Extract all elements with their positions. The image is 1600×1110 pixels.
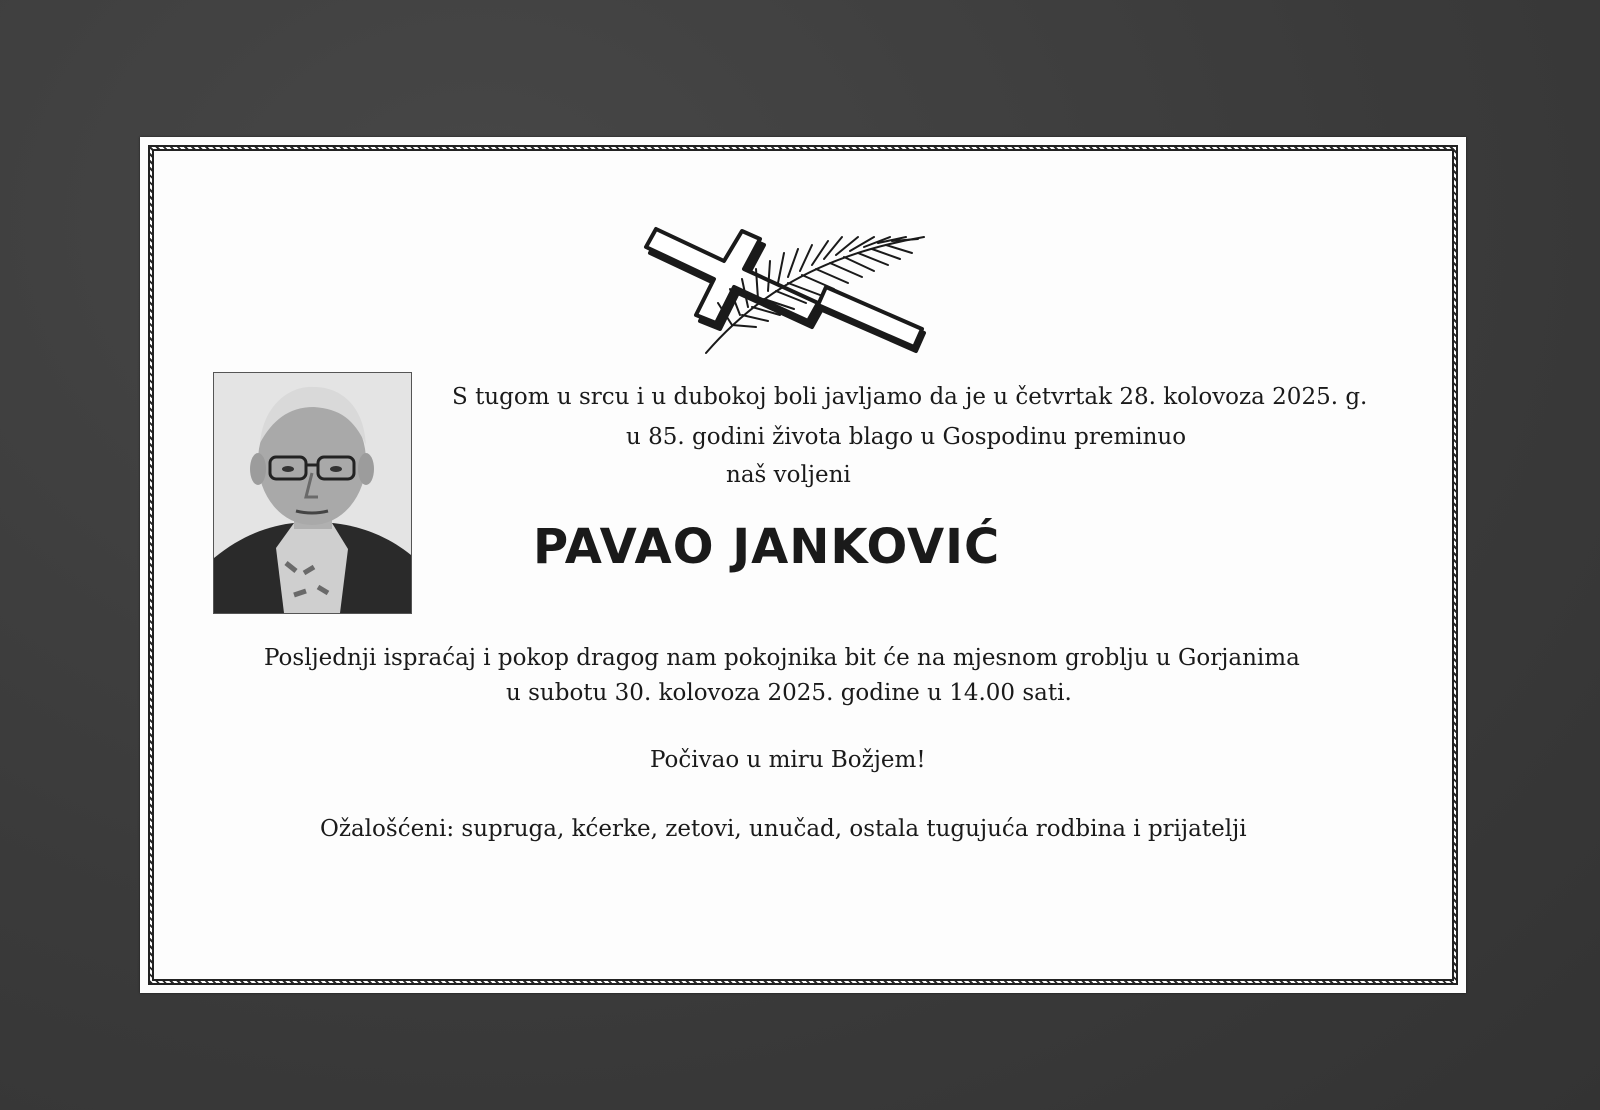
funeral-line-1: Posljednji ispraćaj i pokop dragog nam pokojnika bit će na mjesnom groblju u Gorjanima	[264, 645, 1300, 671]
mourners-line: Ožalošćeni: supruga, kćerke, zetovi, unučad, ostala tugujuća rodbina i prijatelji	[320, 816, 1247, 842]
funeral-line-2: u subotu 30. kolovoza 2025. godine u 14.00 sati.	[506, 680, 1072, 706]
intro-line-3: naš voljeni	[726, 462, 851, 488]
cross-with-palm-branch-icon	[636, 217, 936, 357]
deceased-name: PAVAO JANKOVIĆ	[533, 519, 1001, 575]
obituary-card	[140, 137, 1466, 993]
intro-line-1: S tugom u srcu i u dubokoj boli javljamo da je u četvrtak 28. kolovoza 2025. g.	[452, 384, 1368, 410]
intro-line-2: u 85. godini života blago u Gospodinu preminuo	[626, 424, 1187, 450]
portrait-photo	[213, 372, 412, 614]
rest-in-peace-line: Počivao u miru Božjem!	[650, 747, 926, 773]
